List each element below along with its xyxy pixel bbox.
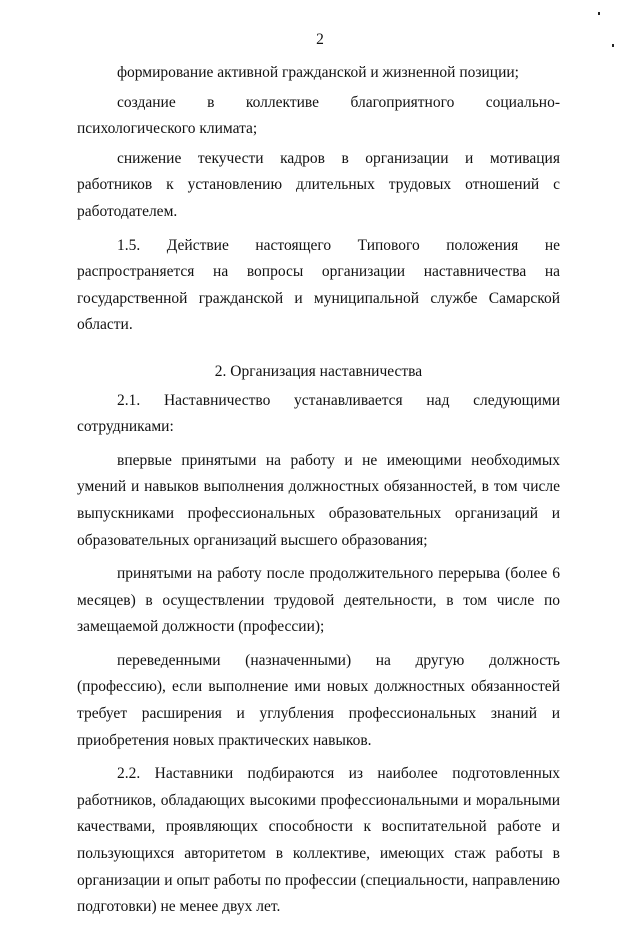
paragraph: формирование активной гражданской и жизненной позиции; (117, 64, 519, 81)
clause-2-1-continuation: сотрудниками: (77, 418, 174, 436)
paragraph: 1.5. Действие настоящего Типового положения не распространяется на вопросы организации наставничества на государственной гражданской и муниципальной службе Самарской области. (77, 236, 560, 334)
document-body (77, 60, 560, 928)
paragraph: впервые принятыми на работу и не имеющими необходимых умений и навыков выполнения должностных обязанностей, в том числе выпускниками профессиональных образовательных организаций и образовательных организаций высшего образования; (77, 451, 560, 549)
paragraph: принятыми на работу после продолжительного перерыва (более 6 месяцев) в осуществлении трудовой деятельности, в том числе по замещаемой должности (профессии); (77, 565, 560, 636)
clause-word: 2.1. (117, 391, 141, 409)
paragraph: снижение текучести кадров в организации и мотивация работников к установлению длительных трудовых отношений с работодателем. (77, 149, 560, 220)
clause-2-1-line (77, 388, 560, 415)
scan-speck (598, 12, 600, 15)
paragraph: создание в коллективе благоприятного социально-психологического климата; (77, 93, 560, 138)
clause-word: Наставничество (163, 391, 271, 409)
clause-word: над (426, 391, 450, 409)
page-number: 2 (316, 31, 324, 48)
clause-word: устанавливается (294, 391, 403, 409)
paragraph: 2.2. Наставники подбираются из наиболее подготовленных работников, обладающих высокими профессиональными и моральными качествами, проявляющих способности к воспитательной работе и пользующихся авторитетом в коллективе, имеющих стаж работы в организации и опыт работы по профессии (специальности, направлению подготовки) не менее двух лет. (77, 765, 560, 916)
clause-word: следующими (473, 391, 560, 409)
paragraph: переведенными (назначенными) на другую должность (профессию), если выполнение ими новых должностных обязанностей требует расширения и углубления профессиональных знаний и приобретения новых практических навыков. (77, 651, 560, 749)
section-heading: 2. Организация наставничества (214, 362, 423, 380)
